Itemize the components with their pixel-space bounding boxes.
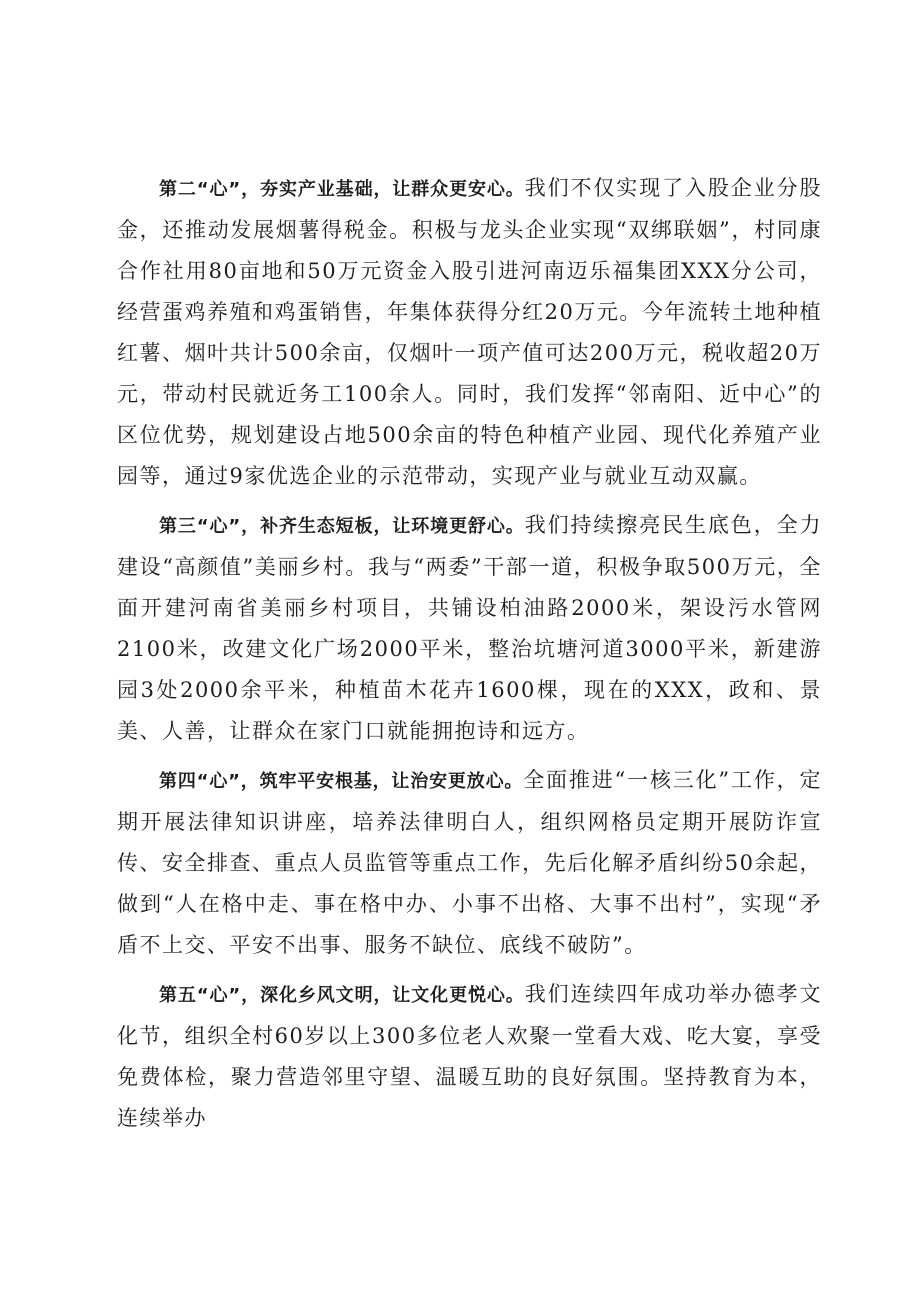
paragraph-heading: 第五“心”，深化乡风文明，让文化更悦心。 <box>159 985 525 1006</box>
paragraph-text: 我们连续四年成功举办德孝文化节，组织全村60岁以上300多位老人欢聚一堂看大戏、吃大宴，享受免费体检，聚力营造邻里守望、温暖互助的良好氛围。坚持教育为本，连续举办 <box>117 982 822 1130</box>
paragraph-heading: 第四“心”，筑牢平安根基，让治安更放心。 <box>159 771 524 792</box>
paragraph-fifth-heart <box>117 974 822 1139</box>
paragraph-text: 全面推进“一核三化”工作，定期开展法律知识讲座，培养法律明白人，组织网格员定期开展防诈宣传、安全排查、重点人员监管等重点工作，先后化解矛盾纠纷50余起，做到“人在格中走、事在格中办、小事不出格、大事不出村”，实现“矛盾不上交、平安不出事、服务不缺位、底线不破防”。 <box>117 768 822 957</box>
paragraph-heading: 第二“心”，夯实产业基础，让群众更安心。 <box>159 179 525 200</box>
paragraph-third-heart <box>117 505 822 752</box>
paragraph-second-heart <box>117 168 822 497</box>
paragraph-heading: 第三“心”，补齐生态短板，让环境更舒心。 <box>159 516 525 537</box>
paragraph-text: 我们不仅实现了入股企业分股金，还推动发展烟薯得税金。积极与龙头企业实现“双绑联姻”，村同康合作社用80亩地和50万元资金入股引进河南迈乐福集团XXX分公司，经营蛋鸡养殖和鸡蛋销售，年集体获得分红20万元。今年流转土地种植红薯、烟叶共计500余亩，仅烟叶一项产值可达200万元，税收超20万元，带动村民就近务工100余人。同时，我们发挥“邻南阳、近中心”的区位优势，规划建设占地500余亩的特色种植产业园、现代化养殖产业园等，通过9家优选企业的示范带动，实现产业与就业互动双赢。 <box>117 176 822 488</box>
paragraph-text: 我们持续擦亮民生底色，全力建设“高颜值”美丽乡村。我与“两委”干部一道，积极争取500万元，全面开建河南省美丽乡村项目，共铺设柏油路2000米，架设污水管网2100米，改建文化广场2000平米，整治坑塘河道3000平米，新建游园3处2000余平米，种植苗木花卉1600棵，现在的XXX，政和、景美、人善，让群众在家门口就能拥抱诗和远方。 <box>117 513 822 743</box>
document-body <box>117 168 822 1147</box>
paragraph-fourth-heart <box>117 760 822 966</box>
